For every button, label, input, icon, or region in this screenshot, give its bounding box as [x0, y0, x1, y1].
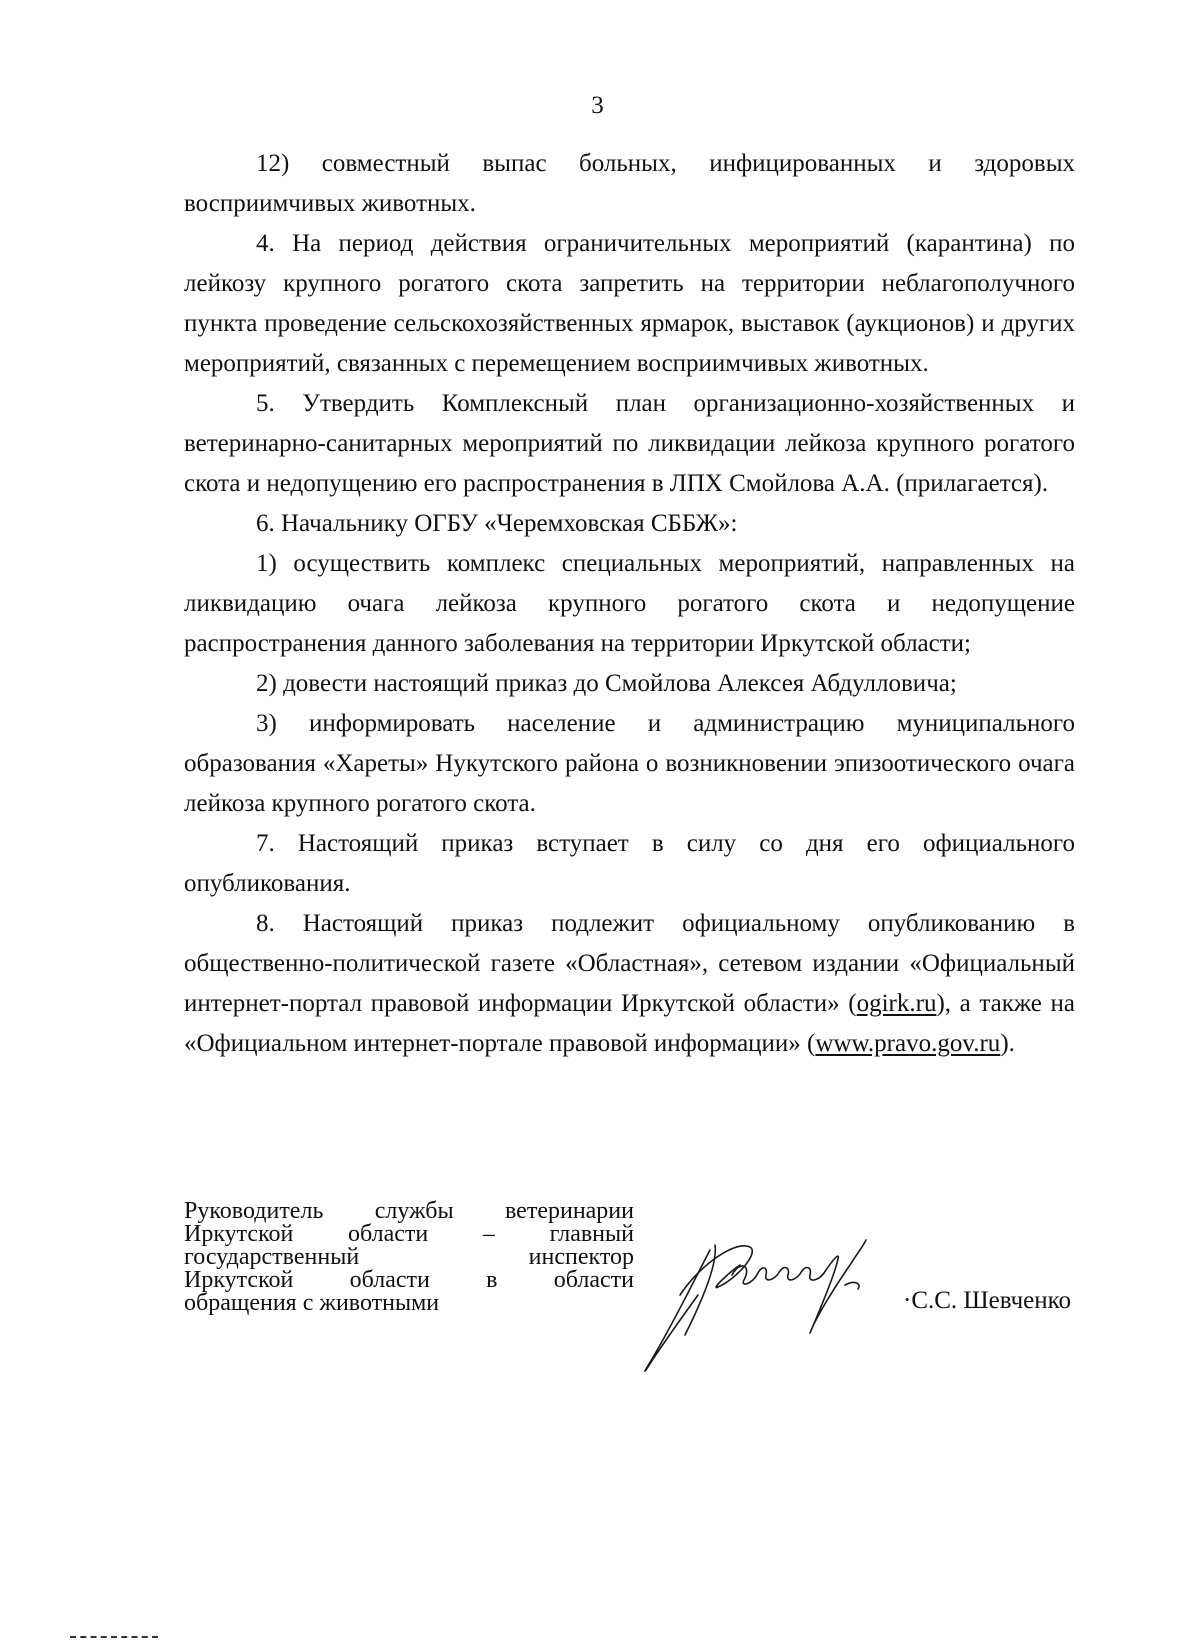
paragraph-6-item-1: 1) осуществить комплекс специальных мероприятий, направленных на ликвидацию очага лейкоза крупного рогатого скота и недопущение распространения данного заболевания на территории Иркутской области; [184, 550, 1075, 657]
paragraph-6: 6. Начальнику ОГБУ «Черемховская СББЖ»: [256, 510, 738, 537]
paragraph-4: 4. На период действия ограничительных мероприятий (карантина) по лейкозу крупного рогатого скота запретить на территории неблагополучного пункта проведение сельскохозяйственных ярмарок, выставок (аукционов) и других мероприятий, связанных с перемещением восприимчивых животных. [184, 230, 1075, 377]
paragraph-8-text-3: ). [1000, 1030, 1015, 1057]
signatory-title-line: Руководитель службы ветеринарии [184, 1198, 634, 1224]
document-body [184, 144, 1075, 1064]
ogirk-link[interactable]: ogirk.ru [856, 990, 937, 1017]
pravo-gov-link[interactable]: www.pravo.gov.ru [815, 1030, 1001, 1057]
signer-name: ·С.С. Шевченко [903, 1287, 1072, 1314]
paragraph-7: 7. Настоящий приказ вступает в силу со дня его официального опубликования. [184, 830, 1075, 897]
page-number: 3 [591, 92, 604, 119]
paragraph-6-item-3: 3) информировать население и администрацию муниципального образования «Хареты» Нукутского района о возникновении эпизоотического очага лейкоза крупного рогатого скота. [184, 710, 1075, 817]
signatory-title-line: Иркутской области – главный [184, 1221, 634, 1247]
paragraph-5: 5. Утвердить Комплексный план организационно-хозяйственных и ветеринарно-санитарных мероприятий по ликвидации лейкоза крупного рогатого скота и недопущению его распространения в ЛПХ Смойлова А.А. (прилагается). [184, 390, 1075, 497]
paragraph-8-text-1: 8. Настоящий приказ подлежит официальному опубликованию в общественно-политической газете «Областная», сетевом издании «Официальный интернет-портал правовой информации Иркутской области» ( [184, 910, 1075, 1017]
handwritten-signature [640, 1225, 910, 1375]
signatory-title-line: государственный инспектор [184, 1244, 634, 1270]
signatory-title-line: обращения с животными [184, 1290, 440, 1316]
footer-divider [70, 1636, 158, 1638]
paragraph-6-item-2: 2) довести настоящий приказ до Смойлова Алексея Абдулловича; [256, 670, 957, 697]
signatory-title-line: Иркутской области в области [184, 1267, 634, 1293]
paragraph-item-12: 12) совместный выпас больных, инфицированных и здоровых восприимчивых животных. [184, 150, 1075, 217]
signatory-title [184, 1200, 634, 1315]
paragraph-8-text-2: ), а также на «Официальном интернет-портале правовой информации» ( [184, 990, 1075, 1057]
paragraph-8 [184, 904, 1075, 1064]
